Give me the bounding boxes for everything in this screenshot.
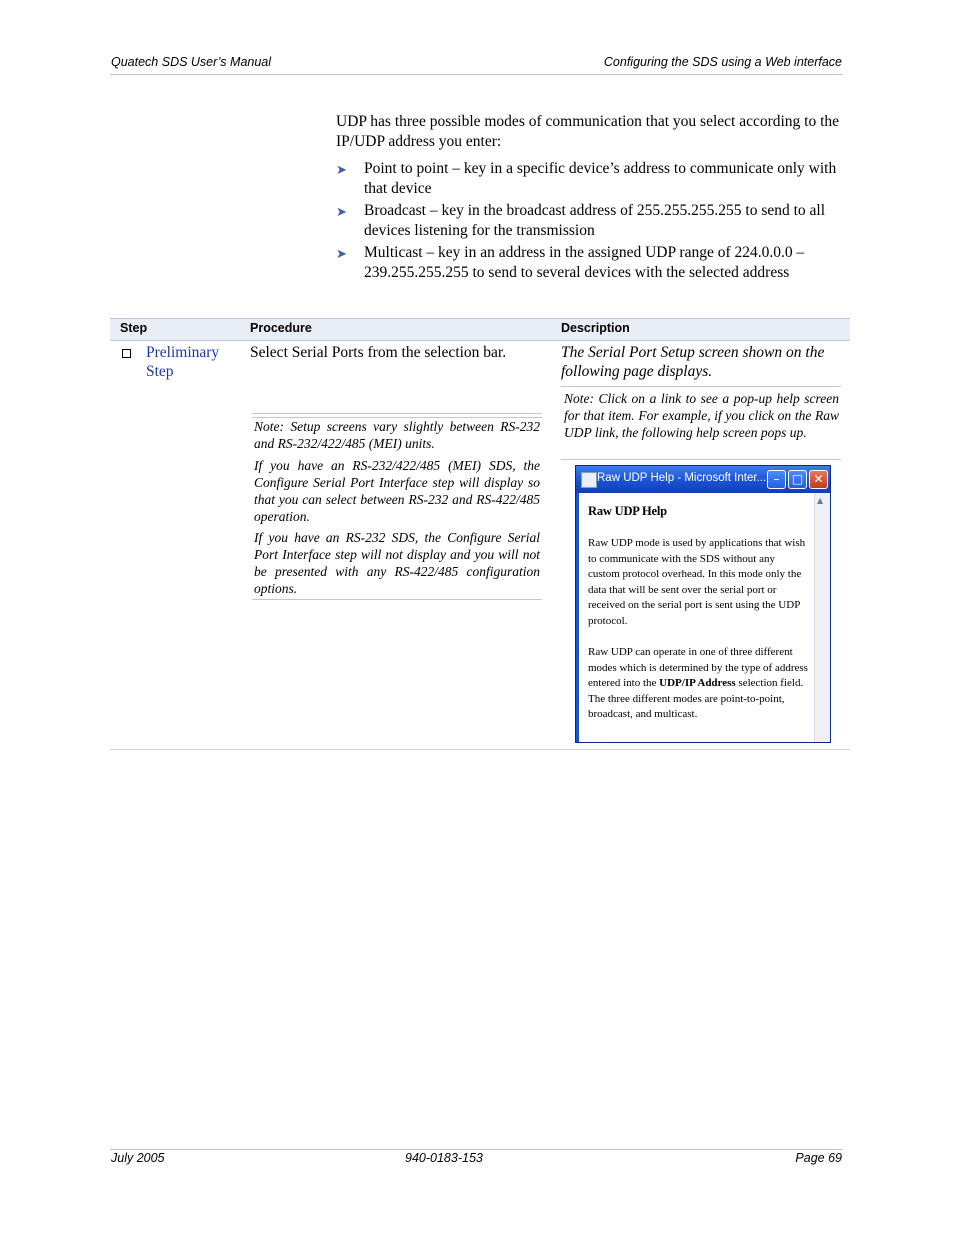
- table-header-row: [110, 318, 850, 341]
- desc-note-rule-top: [561, 386, 841, 387]
- ie-icon: [581, 472, 597, 488]
- note-rule-bottom: [252, 599, 542, 600]
- footer-rule: [110, 1149, 843, 1150]
- footer-date: July 2005: [111, 1151, 165, 1165]
- footer-page-number: Page 69: [795, 1151, 842, 1165]
- vertical-scrollbar[interactable]: [814, 493, 830, 742]
- header-rule: [110, 74, 843, 75]
- footer-doc-number: 940-0183-153: [405, 1151, 483, 1165]
- column-header-procedure: Procedure: [250, 321, 312, 335]
- minimize-icon[interactable]: –: [767, 470, 786, 489]
- list-item-text: Multicast – key in an address in the assigned UDP range of 224.0.0.0 – 239.255.255.255 to send to several devices with the selected address: [364, 244, 805, 281]
- note-rs232-sds: If you have an RS-232 SDS, the Configure Serial Port Interface step will not display and you will not be presented with any RS-422/485 configuration options.: [254, 530, 540, 596]
- checkbox-icon: [122, 349, 131, 358]
- close-icon[interactable]: ✕: [809, 470, 828, 489]
- scroll-up-icon[interactable]: ▲: [817, 496, 824, 505]
- column-header-description: Description: [561, 321, 630, 335]
- arrow-bullet-icon: ➤: [336, 246, 347, 261]
- help-paragraph-1: Raw UDP mode is used by applications that wish to communicate with the SDS without any custom protocol overhead. In this mode only the data that will be sent over the serial port or received on the serial port is sent using the UDP protocol.: [588, 537, 806, 627]
- udp-ip-address-term: UDP/IP Address: [659, 677, 736, 689]
- running-header-right: Configuring the SDS using a Web interface: [603, 55, 842, 69]
- raw-udp-help-window: [575, 465, 831, 743]
- window-title: Raw UDP Help - Microsoft Inter...: [597, 472, 767, 484]
- arrow-bullet-icon: ➤: [336, 204, 347, 219]
- help-heading: Raw UDP Help: [588, 504, 667, 518]
- column-header-step: Step: [120, 321, 148, 335]
- note-mei-sds: If you have an RS-232/422/485 (MEI) SDS, the Configure Serial Port Interface step will display so that you can select between RS-232 and RS-422/485 operation.: [254, 458, 540, 524]
- window-titlebar: [576, 466, 830, 493]
- desc-note-rule-bottom: [561, 459, 841, 460]
- list-item-text: Point to point – key in a specific device’s address to communicate only with that device: [364, 160, 837, 197]
- help-paragraph-2: Raw UDP can operate in one of three different modes which is determined by the type of address entered into the UDP/IP Address selection field. The three different modes are point-to-point, broadcast, and multicast.: [588, 646, 808, 720]
- description-text: The Serial Port Setup screen shown on the following page displays.: [561, 344, 825, 380]
- intro-paragraph: UDP has three possible modes of communication that you select according to the IP/UDP address you enter:: [336, 113, 840, 150]
- procedure-text: Select Serial Ports from the selection bar.: [250, 344, 507, 361]
- arrow-bullet-icon: ➤: [336, 162, 347, 177]
- running-header-left: Quatech SDS User’s Manual: [111, 55, 272, 69]
- table-bottom-rule: [110, 749, 850, 750]
- note-setup-screens: Note: Setup screens vary slightly between RS-232 and RS-232/422/485 (MEI) units.: [254, 419, 540, 451]
- description-note: Note: Click on a link to see a pop-up help screen for that item. For example, if you click on the Raw UDP link, the following help screen pops up.: [564, 391, 839, 440]
- maximize-icon[interactable]: □: [788, 470, 807, 489]
- list-item-text: Broadcast – key in the broadcast address of 255.255.255.255 to send to all devices listening for the transmission: [364, 202, 826, 239]
- preliminary-step-link[interactable]: Preliminary Step: [146, 344, 220, 380]
